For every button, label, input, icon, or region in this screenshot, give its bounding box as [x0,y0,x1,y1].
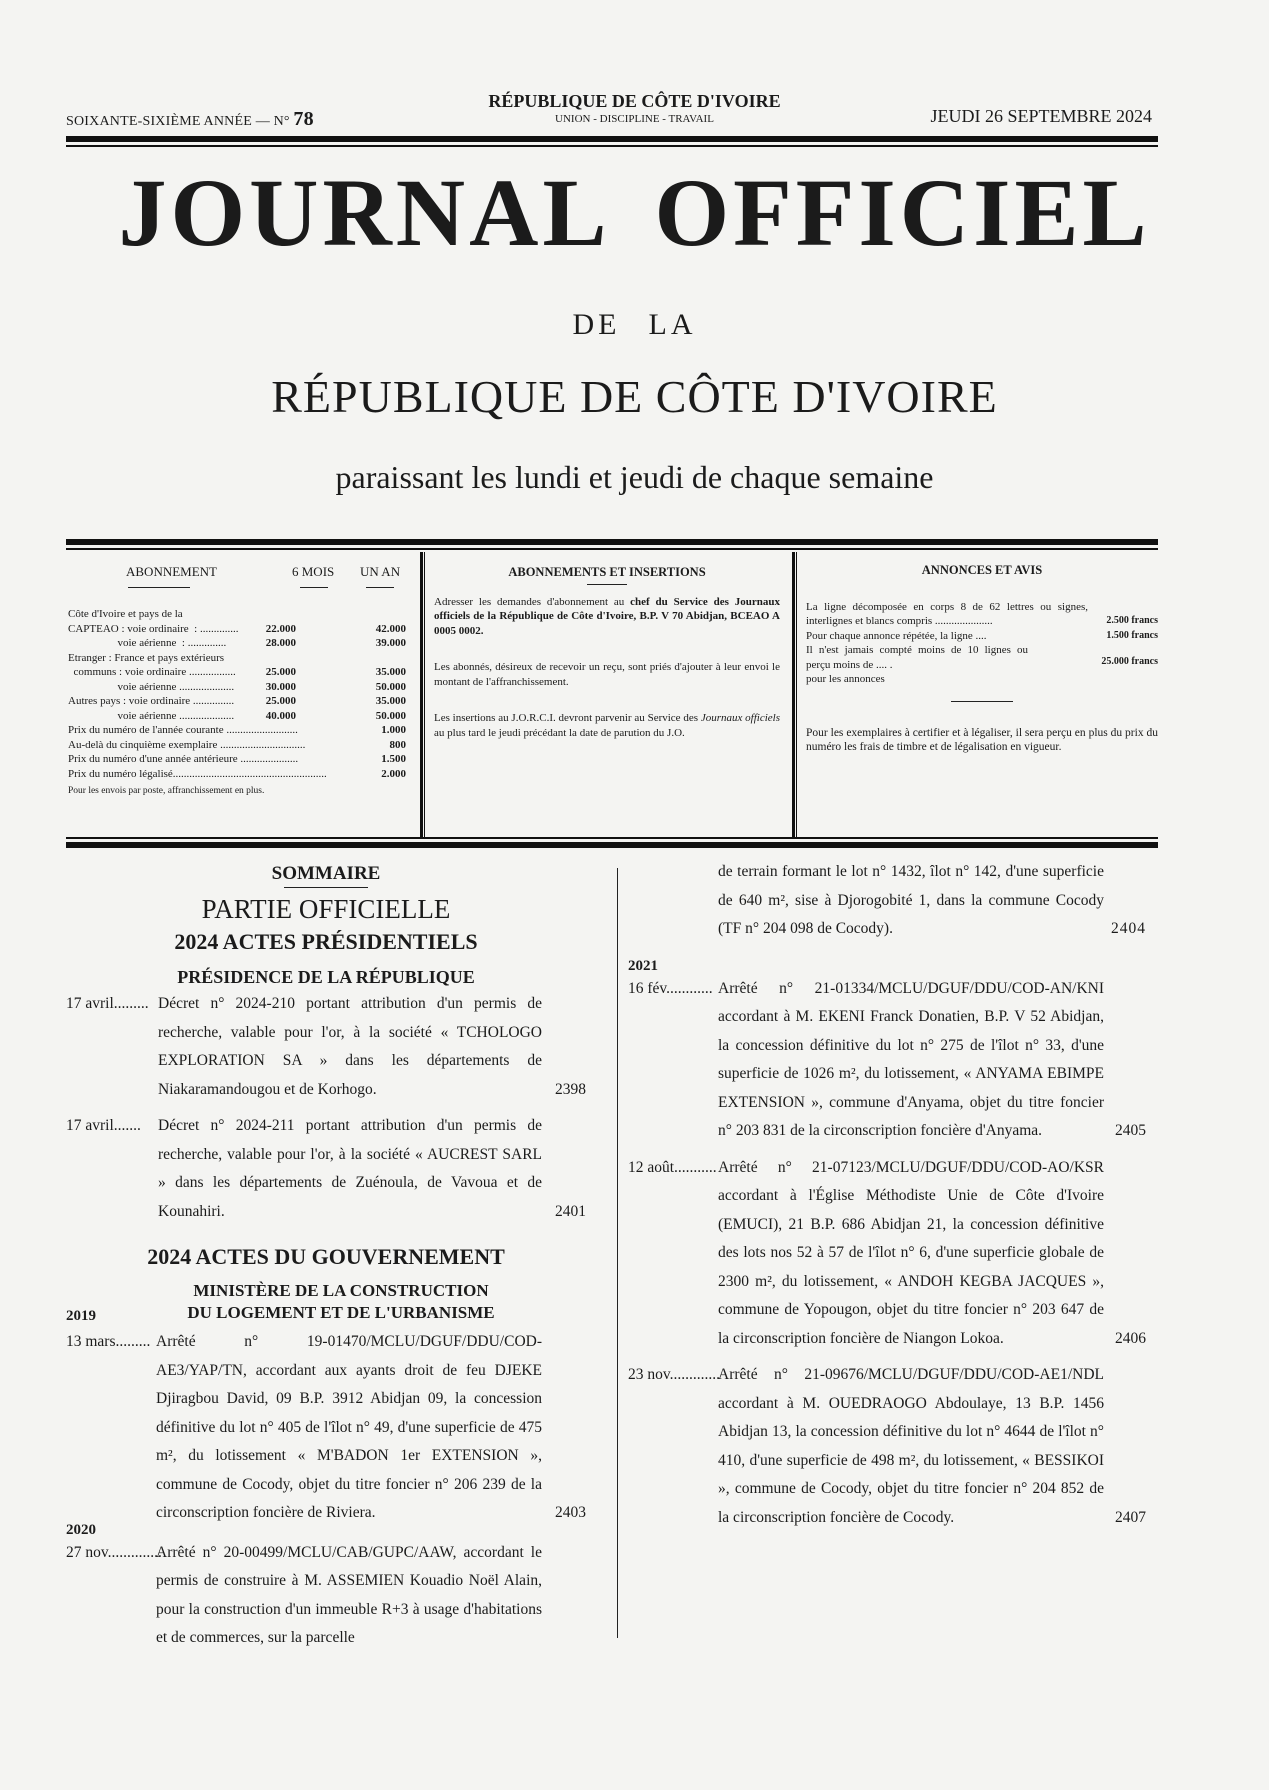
entry-2020-date: 27 nov.............. [66,1543,162,1561]
subscription-row [68,694,406,709]
header-rule-thick [66,136,1158,142]
subscription-row-label: Côte d'Ivoire et pays de la [68,608,183,620]
subscription-header [68,565,406,595]
government-acts-title: 2024 ACTES DU GOUVERNEMENT [147,1244,505,1269]
arrete-2021-entry-page: 2406 [1115,1329,1146,1347]
presidential-entries [66,990,586,1226]
subscription-row-label: Prix du numéro légalisé........................................................ [68,767,327,780]
subscription-row-un-an: 800 [389,738,406,751]
arrete-2021-entry [628,975,1148,1146]
subscription-row [68,709,406,724]
subscription-row-un-an: 1.000 [381,724,406,736]
subscription-row [68,738,406,753]
subscription-row-6-mois: 28.000 [265,637,296,649]
year-2019: 2019 [66,1308,96,1324]
ministry-heading-line-1: MINISTÈRE DE LA CONSTRUCTION [193,1281,489,1300]
subscription-title: ABONNEMENT [126,564,217,579]
presidency-heading: PRÉSIDENCE DE LA RÉPUBLIQUE [177,967,475,987]
insertions-title: ABONNEMENTS ET INSERTIONS [508,565,706,579]
arrete-2021-entry [628,1154,1148,1354]
issue-number: 78 [293,108,314,130]
masthead-title [0,159,1269,266]
decree-entry-text: Décret n° 2024-210 portant attribution d'un permis de recherche, valable pour l'or, à la société « TCHOLOGO EXPLORATION SA » dans les départements de Niakaramandougou et de Korhogo. [158,995,542,1098]
col-un-an-underline [366,587,394,588]
decree-entry-page: 2398 [555,1080,586,1098]
announcement-rate-3-amount: 25.000 francs [1101,655,1158,667]
decree-entry-text: Décret n° 2024-211 portant attribution d'un permis de recherche, valable pour l'or, à la société « AUCREST SARL » dans les départements de Zuénoula, de Vavoua et de Kounahiri. [158,1117,542,1220]
announcement-rate-1-amount: 2.500 francs [1106,615,1158,626]
subscription-row-label: voie aérienne : .............. [68,637,227,649]
subscription-row [68,636,406,651]
announcement-rate-note: pour les annonces [806,673,885,685]
summary-title: SOMMAIRE [271,863,381,884]
subscription-row-6-mois: 25.000 [265,666,296,678]
subscription-row-label: communs : voie ordinaire ................. [68,666,236,678]
entry-2019 [66,1328,586,1528]
entry-2019-text: Arrêté n° 19-01470/MCLU/DGUF/DDU/COD-AE3/YAP/TN, accordant aux ayants droit de feu DJEKE Djiragbou David, 09 B.P. 3912 Abidjan 09, la concession définitive du lot n° 405 de l'îlot n° 49, d'une superficie de 475 m², du lotissement « M'BADON 1er EXTENSION », commune de Cocody, objet du titre foncier n° 206 239 de la circonscription foncière de Riviera. [156,1333,542,1521]
subscription-row-label: CAPTEAO : voie ordinaire : .............. [68,622,239,635]
summary-left-column [66,863,586,1653]
entry-continued-text: de terrain formant le lot n° 1432, îlot n° 142, d'une superficie de 640 m², sise à Djorogobité 1, dans la commune Cocody (TF n° 204 098 de Cocody). [718,863,1104,937]
official-part-title: PARTIE OFFICIELLE [201,894,451,924]
ministry-heading-line-2: DU LOGEMENT ET DE L'URBANISME [187,1303,495,1322]
subscription-col-un-an: UN AN [360,564,401,579]
announcement-rate-1-label: La ligne décomposée en corps 8 de 62 lettres ou signes, interlignes et blancs compris ..................... [806,600,1088,627]
subscription-row-6-mois: 25.000 [265,695,296,707]
summary-right-column [628,858,1148,1540]
subscription-rates [68,565,406,799]
announcement-rate-2 [806,629,1158,644]
summary-title-underline [284,887,368,888]
subscription-row-un-an: 35.000 [375,666,406,678]
subscription-row-un-an: 42.000 [375,622,406,635]
arrete-2021-entry-date: 16 fév............ [628,979,713,997]
insertions-p3-italic: Journaux officiels [700,712,780,724]
insertions-p1-text: Adresser les demandes d'abonnement au [434,595,631,608]
subscription-row-label: Prix du numéro de l'année courante .......................... [68,724,298,736]
subscription-row-6-mois: 40.000 [265,709,296,722]
subscription-row-label: Prix du numéro d'une année antérieure ..................... [68,753,299,765]
ministry-line-2-row [66,1302,586,1324]
presidential-acts-title: 2024 ACTES PRÉSIDENTIELS [174,929,478,954]
subscription-col-6-mois: 6 MOIS [292,564,335,579]
header-rule-thin [66,145,1158,147]
arrete-2021-entry-text: Arrêté n° 21-07123/MCLU/DGUF/DDU/COD-AO/KSR accordant à l'Église Méthodiste Unie de Côte d'Ivoire (EMUCI), 21 B.P. 686 Abidjan 21, la concession définitive des lots nos 52 à 57 de l'îlot n° 6, d'une superficie globale de 2300 m², du lotissement, « ANDOH KEGBA JACQUES », commune de Yopougon, objet du titre foncier n° 203 647 de la circonscription foncière de Niangon Lokoa. [718,1158,1104,1347]
year-2021: 2021 [628,957,658,974]
arrete-2021-entry-date: 23 nov............. [628,1366,720,1383]
arrete-2021-entry-text: Arrêté n° 21-01334/MCLU/DGUF/DDU/COD-AN/KNI accordant à M. EKENI Franck Donatien, B.P. V 52 Abidjan, la concession définitive du lot n° 275 de l'îlot n° 33, d'une superficie de 1026 m², du lotissement, « ANYAMA EBIMPE EXTENSION », commune d'Anyama, objet du titre foncier n° 203 831 de la circonscription foncière d'Anyama. [718,979,1104,1139]
subscription-row [68,752,406,767]
masthead-word-officiel: OFFICIEL [654,159,1151,266]
infobox-top-rule-thin [66,548,1158,550]
arrete-2021-entry-date: 12 août........... [628,1158,717,1176]
decree-entry [66,1112,586,1226]
republic-name: RÉPUBLIQUE DE CÔTE D'IVOIRE [488,91,781,111]
ministry-block [66,1280,586,1324]
subscription-row-label: Au-delà du cinquième exemplaire ............................... [68,738,306,751]
announcement-rate-2-amount: 1.500 francs [1106,629,1158,641]
national-motto: UNION - DISCIPLINE - TRAVAIL [555,113,714,125]
subscription-rows [68,607,406,781]
masthead-de: DE [572,308,621,341]
subscription-row-label: Autres pays : voie ordinaire ............... [68,695,235,707]
decree-entry [66,990,586,1104]
subscription-row-un-an: 39.000 [375,637,406,649]
insertions-paragraph-1 [434,595,780,639]
subscription-row-un-an: 1.500 [381,753,406,765]
infobox-divider-2 [792,552,795,837]
masthead-de-la [0,308,1269,342]
infobox-top-rule-thick [66,539,1158,545]
decree-entry-date: 17 avril....... [66,1117,141,1134]
column-separator [617,868,618,1638]
subscription-row [68,607,406,622]
infobox-bottom-rule-thin [66,837,1158,839]
entries-2021 [628,975,1148,1533]
infobox-divider-1b [424,552,425,837]
insertions-paragraph-3 [434,711,780,740]
issue-date: JEUDI 26 SEPTEMBRE 2024 [930,106,1152,126]
subscription-row [68,651,406,666]
infobox-divider-1 [420,552,423,837]
subscription-row [68,723,406,738]
subscription-row-label: voie aérienne .................... [68,680,235,693]
col-6-mois-underline [300,587,328,588]
subscription-row-label: voie aérienne .................... [68,709,235,722]
decree-entry-date: 17 avril......... [66,995,149,1012]
issue-prefix: SOIXANTE-SIXIÈME ANNÉE — N° [66,114,290,129]
arrete-2021-entry-page: 2405 [1115,1122,1146,1139]
insertions-paragraph-2: Les abonnés, désireux de recevoir un reçu, sont priés d'ajouter à leur envoi le montant de l'affranchissement. [434,661,780,688]
insertions-p1-address: chef du Service des Journaux officiels de la République de Côte d'Ivoire, B.P. V 70 Abidjan, BCEAO A 0005 0002. [434,595,780,637]
masthead-republic: RÉPUBLIQUE DE CÔTE D'IVOIRE [271,371,998,422]
subscription-row [68,680,406,695]
arrete-2021-entry-text: Arrêté n° 21-09676/MCLU/DGUF/DDU/COD-AE1/NDL accordant à M. OUEDRAOGO Abdoulaye, 13 B.P. 1456 Abidjan 13, la concession définitive du lot n° 4644 de l'îlot n° 410, d'une superficie de 498 m², du lotissement, « BESSIKOI », commune de Cocody, objet du titre foncier n° 204 852 de la circonscription foncière de Cocody. [718,1366,1104,1526]
subscription-row-6-mois: 30.000 [265,680,296,693]
subscription-row-label: Etranger : France et pays extérieurs [68,651,225,664]
announcements-rates [806,563,1158,755]
entry-2020-text: Arrêté n° 20-00499/MCLU/CAB/GUPC/AAW, accordant le permis de construire à M. ASSEMIEN Kouadio Noël Alain, pour la construction d'un immeuble R+3 à usage d'habitations et de commerces, sur la parcelle [156,1543,542,1646]
announcements-title: ANNONCES ET AVIS [921,563,1043,577]
arrete-2021-entry [628,1361,1148,1532]
announcement-rate-2-label: Pour chaque annonce répétée, la ligne .... [806,629,987,642]
subscription-row [68,767,406,782]
subscription-row [68,665,406,680]
year-2020: 2020 [66,1521,96,1538]
subscriptions-and-insertions [434,565,780,740]
insertions-p3-text: Les insertions au J.O.R.C.I. devront parvenir au Service des [434,712,701,724]
infobox-bottom-rule-thick [66,842,1158,848]
subscription-row-un-an: 50.000 [375,709,406,722]
publication-frequency: paraissant les lundi et jeudi de chaque semaine [335,459,934,495]
subscription-title-underline [128,587,190,588]
announcement-rate-3 [806,643,1158,672]
masthead-la: LA [648,308,697,341]
entry-2019-page: 2403 [555,1504,586,1521]
subscription-row-un-an: 35.000 [375,695,406,707]
arrete-2021-entry-page: 2407 [1115,1508,1146,1526]
entry-continued [628,858,1148,944]
masthead-word-journal: JOURNAL [118,159,611,266]
subscription-row [68,622,406,637]
subscription-note: Pour les envois par poste, affranchissement en plus. [68,786,265,796]
infobox-divider-2b [796,552,797,837]
subscription-row-6-mois: 22.000 [265,622,296,635]
announcement-rate-3-label: Il n'est jamais compté moins de 10 lignes ou perçu moins de .... . [806,644,1028,671]
entry-2020 [66,1539,586,1653]
announcements-footer: Pour les exemplaires à certifier et à légaliser, il sera perçu en plus du prix du numéro les frais de timbre et de légalisation en vigueur. [806,726,1158,753]
announcement-rate-1 [806,600,1158,629]
decree-entry-page: 2401 [555,1202,586,1220]
subscription-row-un-an: 2.000 [381,767,406,780]
subscription-row-un-an: 50.000 [375,680,406,693]
insertions-p3-text-end: au plus tard le jeudi précédant la date de parution du J.O. [434,726,685,739]
entry-continued-page: 2404 [1111,920,1146,937]
entry-2019-date: 13 mars......... [66,1333,151,1350]
